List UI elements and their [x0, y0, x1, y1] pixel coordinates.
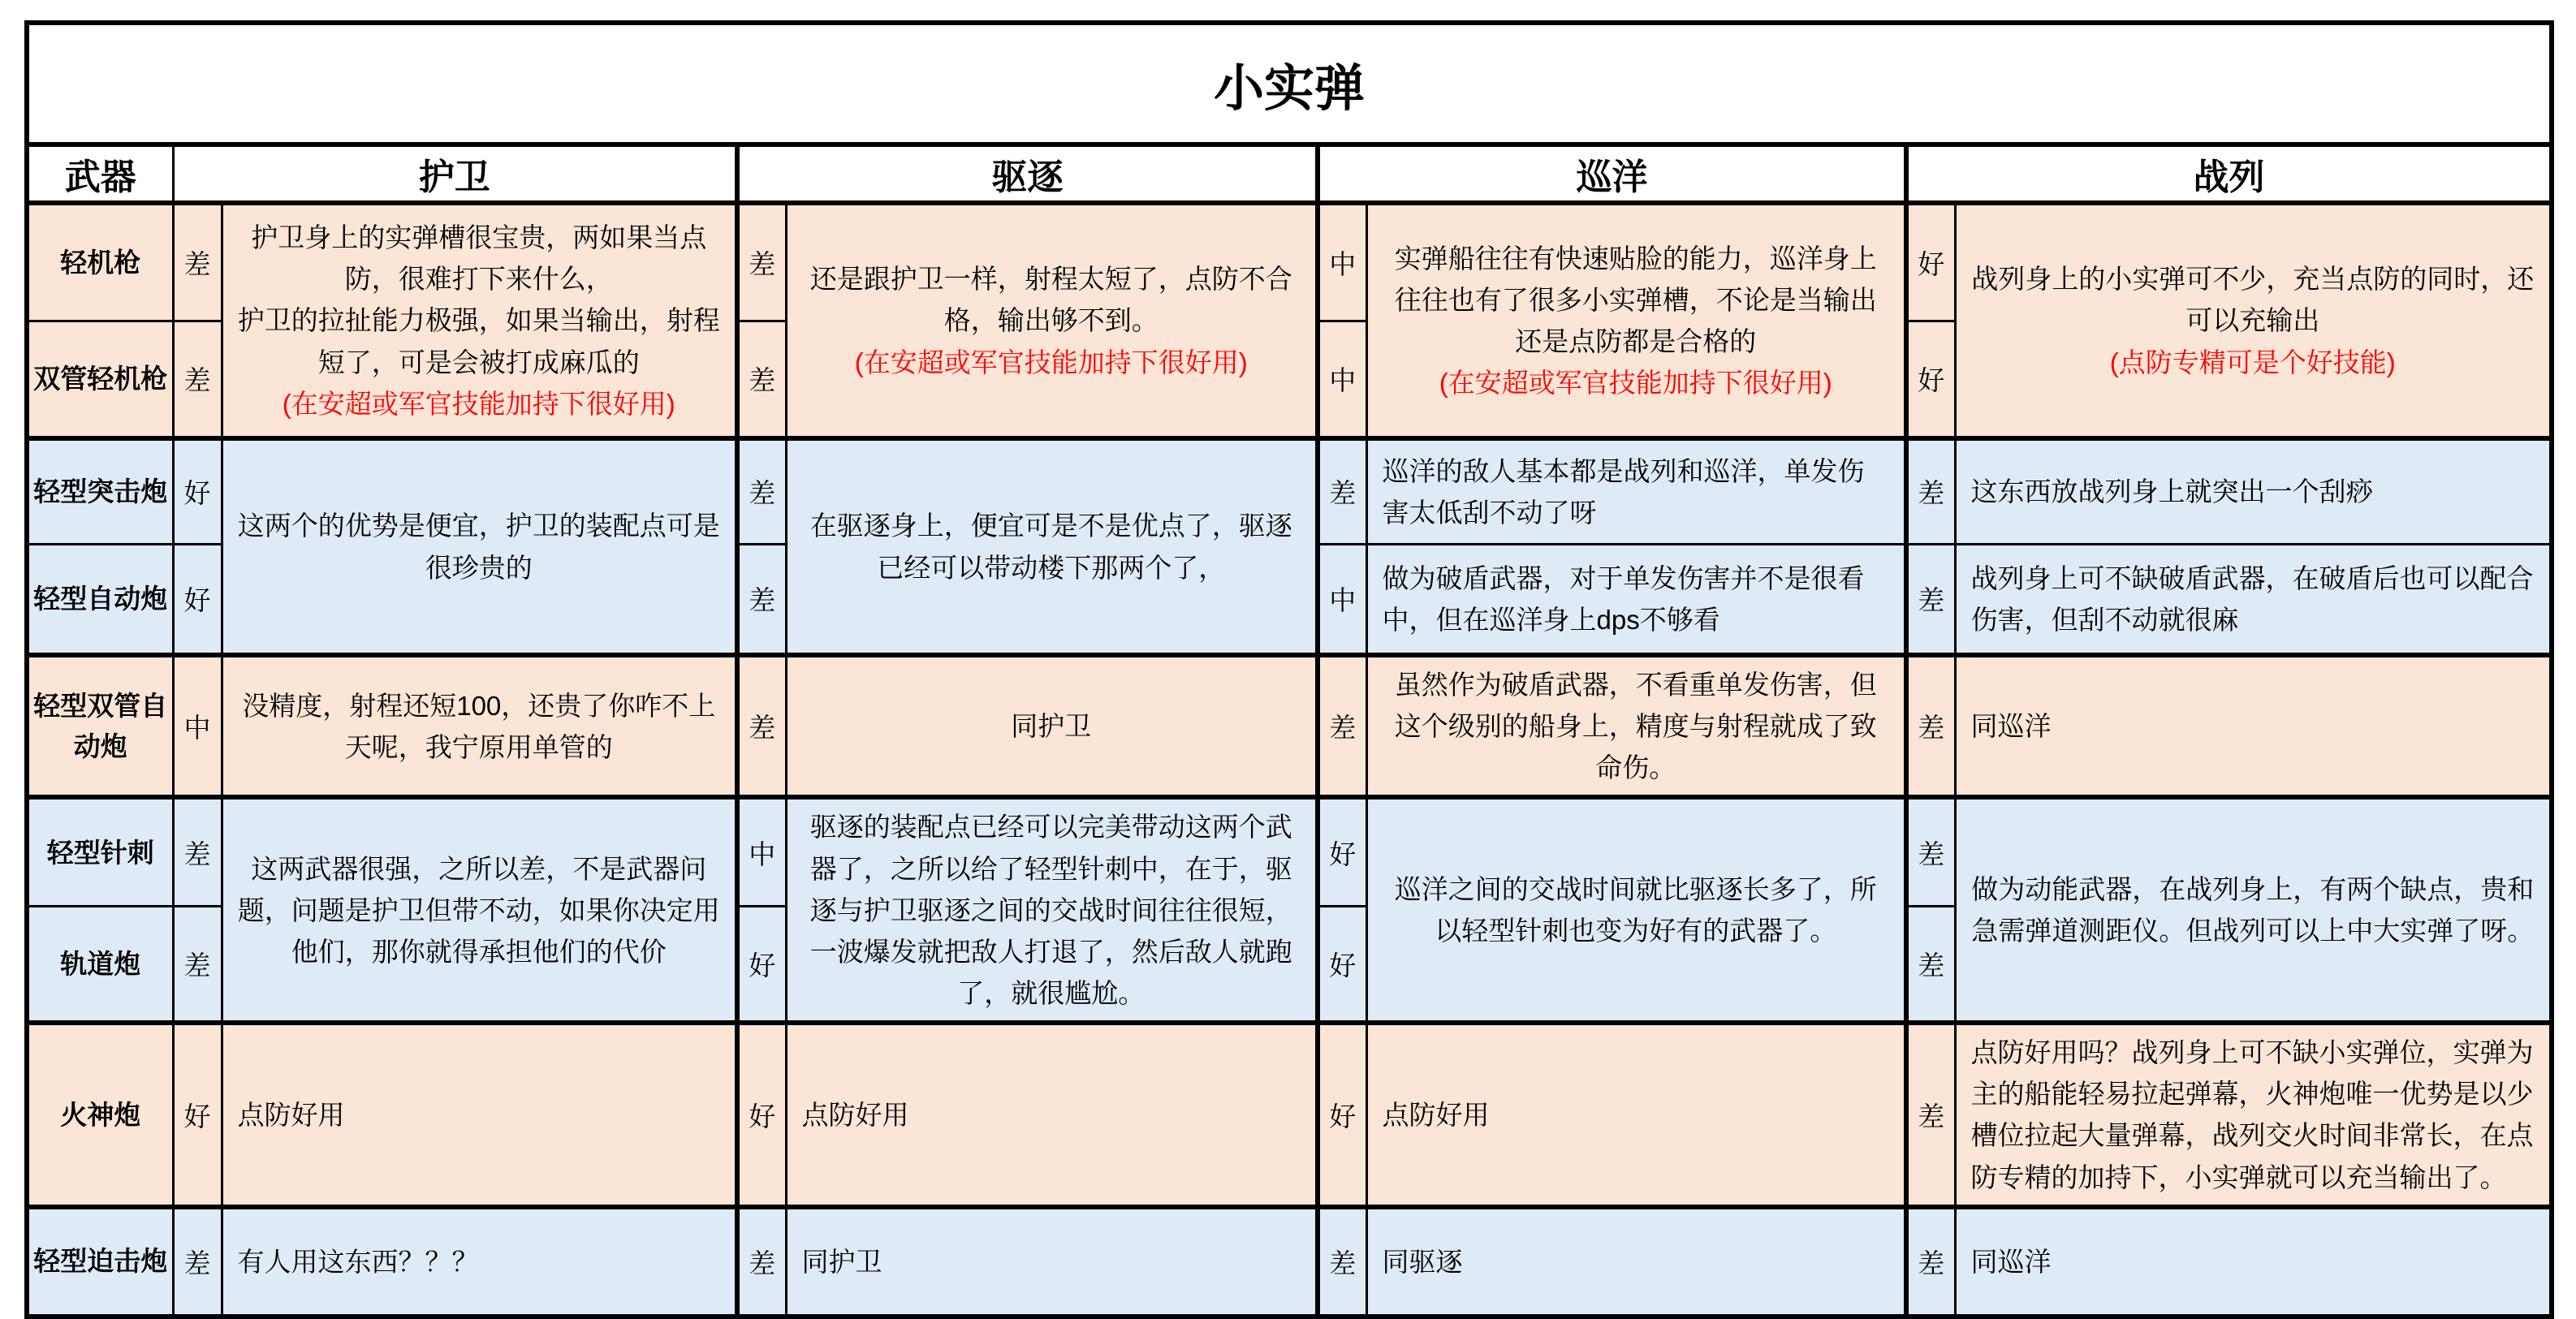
- vulcan-cruiser-comment: 点防好用: [1366, 1023, 1906, 1207]
- comment-note-red: (在安超或军官技能加持下很好用): [854, 347, 1248, 377]
- railgun-cruiser-rating: 好: [1318, 907, 1366, 1023]
- comment-note-red: (在安超或军官技能加持下很好用): [1439, 368, 1832, 399]
- light-twin-autocannon-cruiser-comment: 虽然作为破盾武器，不看重单发伤害，但这个级别的船身上，精度与射程就成了致命伤。: [1366, 655, 1906, 797]
- lmg-cruiser-rating: 中: [1318, 203, 1366, 321]
- group67-battleship-comment: 做为动能武器，在战列身上，有两个缺点，贵和急需弹道测距仪。但战列可以上中大实弹了呀。: [1955, 797, 2552, 1023]
- light-stinger-destroyer-rating: 中: [737, 797, 786, 906]
- light-twin-autocannon-frigate-comment: 没精度，射程还短100，还贵了你咋不上天呢，我宁原用单管的: [222, 655, 737, 797]
- light-twin-autocannon-destroyer-comment: 同护卫: [786, 655, 1318, 797]
- light-mortar-destroyer-rating: 差: [737, 1207, 786, 1317]
- light-twin-autocannon-battleship-comment: 同巡洋: [1955, 655, 2552, 797]
- light-assault-gun-battleship-comment: 这东西放战列身上就突出一个刮痧: [1955, 438, 2552, 544]
- lmg-frigate-rating: 差: [173, 203, 222, 321]
- group67-destroyer-comment: 驱逐的装配点已经可以完美带动这两个武器了，之所以给了轻型针刺中，在于，驱逐与护卫驱逐之间的交战时间往往很短，一波爆发就把敌人打退了，然后敌人就跑了，就很尴尬。: [786, 797, 1318, 1023]
- light-assault-gun-cruiser-rating: 差: [1318, 438, 1366, 544]
- light-twin-autocannon-frigate-rating: 中: [173, 655, 222, 797]
- comment-line: 护卫的拉扯能力极强，如果当输出，射程短了，可是会被打成麻瓜的: [237, 305, 720, 377]
- twin-lmg-battleship-rating: 好: [1906, 321, 1955, 438]
- group67-cruiser-comment: 巡洋之间的交战时间就比驱逐长多了，所以轻型针刺也变为好有的武器了。: [1366, 797, 1906, 1023]
- vulcan-battleship-comment: 点防好用吗？战列身上可不缺小实弹位，实弹为主的船能轻易拉起弹幕，火神炮唯一优势是以少槽位拉起大量弹幕，战列交火时间非常长，在点防专精的加持下，小实弹就可以充当输出了。: [1955, 1023, 2552, 1207]
- light-mortar-frigate-rating: 差: [173, 1207, 222, 1317]
- header-frigate: 护卫: [173, 144, 737, 203]
- light-autocannon-cruiser-comment: 做为破盾武器，对于单发伤害并不是很看中，但在巡洋身上dps不够看: [1366, 544, 1906, 655]
- lmg-battleship-rating: 好: [1906, 203, 1955, 321]
- railgun-frigate-rating: 差: [173, 907, 222, 1023]
- weapon-name-light-stinger: 轻型针刺: [27, 797, 173, 906]
- light-assault-gun-cruiser-comment: 巡洋的敌人基本都是战列和巡洋，单发伤害太低刮不动了呀: [1366, 438, 1906, 544]
- comment-line: 实弹船往往有快速贴脸的能力，巡洋身上往往也有了很多小实弹槽，不论是当输出还是点防都是合格的: [1394, 243, 1877, 356]
- light-mortar-cruiser-rating: 差: [1318, 1207, 1366, 1317]
- weapon-name-light-twin-autocannon: 轻型双管自动炮: [27, 655, 173, 797]
- twin-lmg-frigate-rating: 差: [173, 321, 222, 438]
- light-mortar-destroyer-comment: 同护卫: [786, 1207, 1318, 1317]
- light-autocannon-battleship-comment: 战列身上可不缺破盾武器，在破盾后也可以配合伤害，但刮不动就很麻: [1955, 544, 2552, 655]
- light-autocannon-cruiser-rating: 中: [1318, 544, 1366, 655]
- light-mortar-cruiser-comment: 同驱逐: [1366, 1207, 1906, 1317]
- vulcan-battleship-rating: 差: [1906, 1023, 1955, 1207]
- weapon-name-light-mortar: 轻型迫击炮: [27, 1207, 173, 1317]
- header-battleship: 战列: [1906, 144, 2552, 203]
- railgun-battleship-rating: 差: [1906, 907, 1955, 1023]
- light-autocannon-frigate-rating: 好: [173, 544, 222, 655]
- vulcan-frigate-comment: 点防好用: [222, 1023, 737, 1207]
- header-destroyer: 驱逐: [737, 144, 1318, 203]
- weapon-name-lmg: 轻机枪: [27, 203, 173, 321]
- comment-note-red: (点防专精可是个好技能): [2109, 347, 2396, 377]
- light-twin-autocannon-destroyer-rating: 差: [737, 655, 786, 797]
- light-stinger-battleship-rating: 差: [1906, 797, 1955, 906]
- comment-note-red: (在安超或军官技能加持下很好用): [282, 388, 675, 419]
- group34-destroyer-comment: 在驱逐身上，便宜可是不是优点了，驱逐已经可以带动楼下那两个了，: [786, 438, 1318, 655]
- group12-frigate-comment: [222, 203, 737, 438]
- group34-frigate-comment: 这两个的优势是便宜，护卫的装配点可是很珍贵的: [222, 438, 737, 655]
- weapon-name-light-autocannon: 轻型自动炮: [27, 544, 173, 655]
- light-autocannon-battleship-rating: 差: [1906, 544, 1955, 655]
- group67-frigate-comment: 这两武器很强，之所以差，不是武器问题，问题是护卫但带不动，如果你决定用他们，那你就得承担他们的代价: [222, 797, 737, 1023]
- light-stinger-cruiser-rating: 好: [1318, 797, 1366, 906]
- twin-lmg-destroyer-rating: 差: [737, 321, 786, 438]
- comment-line: 还是跟护卫一样，射程太短了，点防不合格，输出够不到。: [809, 264, 1292, 336]
- vulcan-destroyer-comment: 点防好用: [786, 1023, 1318, 1207]
- twin-lmg-cruiser-rating: 中: [1318, 321, 1366, 438]
- light-twin-autocannon-cruiser-rating: 差: [1318, 655, 1366, 797]
- comment-line: 护卫身上的实弹槽很宝贵，两如果当点防，很难打下来什么，: [251, 222, 707, 295]
- header-weapon: 武器: [27, 144, 173, 203]
- light-mortar-battleship-comment: 同巡洋: [1955, 1207, 2552, 1317]
- table-title: 小实弹: [27, 23, 2552, 144]
- light-stinger-frigate-rating: 差: [173, 797, 222, 906]
- vulcan-destroyer-rating: 好: [737, 1023, 786, 1207]
- lmg-destroyer-rating: 差: [737, 203, 786, 321]
- small-kinetic-weapons-table: [24, 20, 2554, 1319]
- vulcan-frigate-rating: 好: [173, 1023, 222, 1207]
- group12-destroyer-comment: [786, 203, 1318, 438]
- light-mortar-frigate-comment: 有人用这东西？？？: [222, 1207, 737, 1317]
- light-mortar-battleship-rating: 差: [1906, 1207, 1955, 1317]
- light-assault-gun-frigate-rating: 好: [173, 438, 222, 544]
- weapon-name-twin-lmg: 双管轻机枪: [27, 321, 173, 438]
- railgun-destroyer-rating: 好: [737, 907, 786, 1023]
- header-cruiser: 巡洋: [1318, 144, 1906, 203]
- light-assault-gun-destroyer-rating: 差: [737, 438, 786, 544]
- light-autocannon-destroyer-rating: 差: [737, 544, 786, 655]
- group12-cruiser-comment: [1366, 203, 1906, 438]
- light-twin-autocannon-battleship-rating: 差: [1906, 655, 1955, 797]
- weapon-name-railgun: 轨道炮: [27, 907, 173, 1023]
- vulcan-cruiser-rating: 好: [1318, 1023, 1366, 1207]
- light-assault-gun-battleship-rating: 差: [1906, 438, 1955, 544]
- comment-line: 战列身上的小实弹可不少，充当点防的同时，还可以充输出: [1971, 264, 2535, 336]
- weapon-name-vulcan: 火神炮: [27, 1023, 173, 1207]
- group12-battleship-comment: [1955, 203, 2552, 438]
- weapon-name-light-assault-gun: 轻型突击炮: [27, 438, 173, 544]
